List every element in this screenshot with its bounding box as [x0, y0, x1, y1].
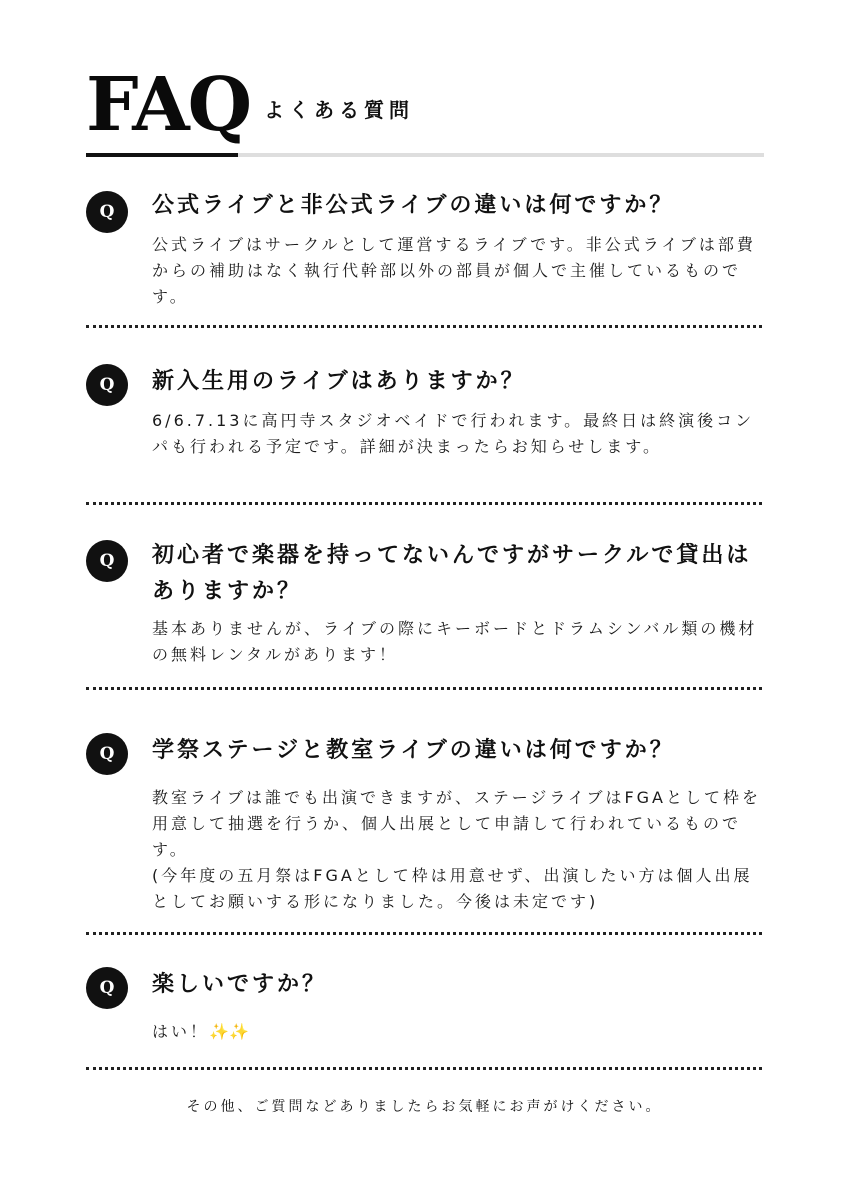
dotted-divider — [86, 687, 762, 690]
faq-answer-text: はい！ — [152, 1022, 210, 1041]
faq-answer: 教室ライブは誰でも出演できますが、ステージライブはFGAとして枠を用意して抽選を行うか、個人出展として申請して行われているものです。 — [152, 788, 761, 859]
page-subtitle: よくある質問 — [264, 98, 414, 122]
faq-question: 学祭ステージと教室ライブの違いは何ですか？ — [152, 738, 675, 763]
faq-question: 公式ライブと非公式ライブの違いは何ですか？ — [152, 193, 675, 218]
faq-question: 初心者で楽器を持ってないんですがサークルで貸出はありますか？ — [152, 543, 752, 604]
dotted-divider — [86, 325, 762, 328]
footer-note: その他、ご質問などありましたらお気軽にお声がけください。 — [186, 1099, 663, 1115]
q-badge-icon: Q — [86, 364, 128, 406]
faq-answer: 6/6.7.13に高円寺スタジオベイドで行われます。最終日は終演後コンパも行われる予定です。詳細が決まったらお知らせします。 — [152, 411, 755, 456]
faq-answer: 基本ありませんが、ライブの際にキーボードとドラムシンバル類の機材の無料レンタルがあります！ — [152, 619, 758, 664]
faq-question: 楽しいですか？ — [152, 972, 328, 997]
sparkles-icon: ✨✨ — [209, 1022, 249, 1041]
q-badge-icon: Q — [86, 540, 128, 582]
dotted-divider — [86, 502, 762, 505]
dotted-divider — [86, 932, 762, 935]
header-rule-accent — [86, 153, 238, 157]
q-badge-icon: Q — [86, 967, 128, 1009]
q-badge-icon: Q — [86, 733, 128, 775]
q-badge-icon: Q — [86, 191, 128, 233]
faq-answer: 公式ライブはサークルとして運営するライブです。非公式ライブは部費からの補助はなく執行代幹部以外の部員が個人で主催しているものです。 — [152, 235, 756, 306]
faq-answer-note: (今年度の五月祭はFGAとして枠は用意せず、出演したい方は個人出展としてお願いする形になりました。今後は未定です) — [152, 866, 753, 911]
faq-answer — [152, 1019, 762, 1045]
dotted-divider — [86, 1067, 762, 1070]
faq-header — [86, 60, 764, 160]
page-title: FAQ — [86, 62, 251, 148]
faq-question: 新入生用のライブはありますか？ — [152, 369, 526, 394]
